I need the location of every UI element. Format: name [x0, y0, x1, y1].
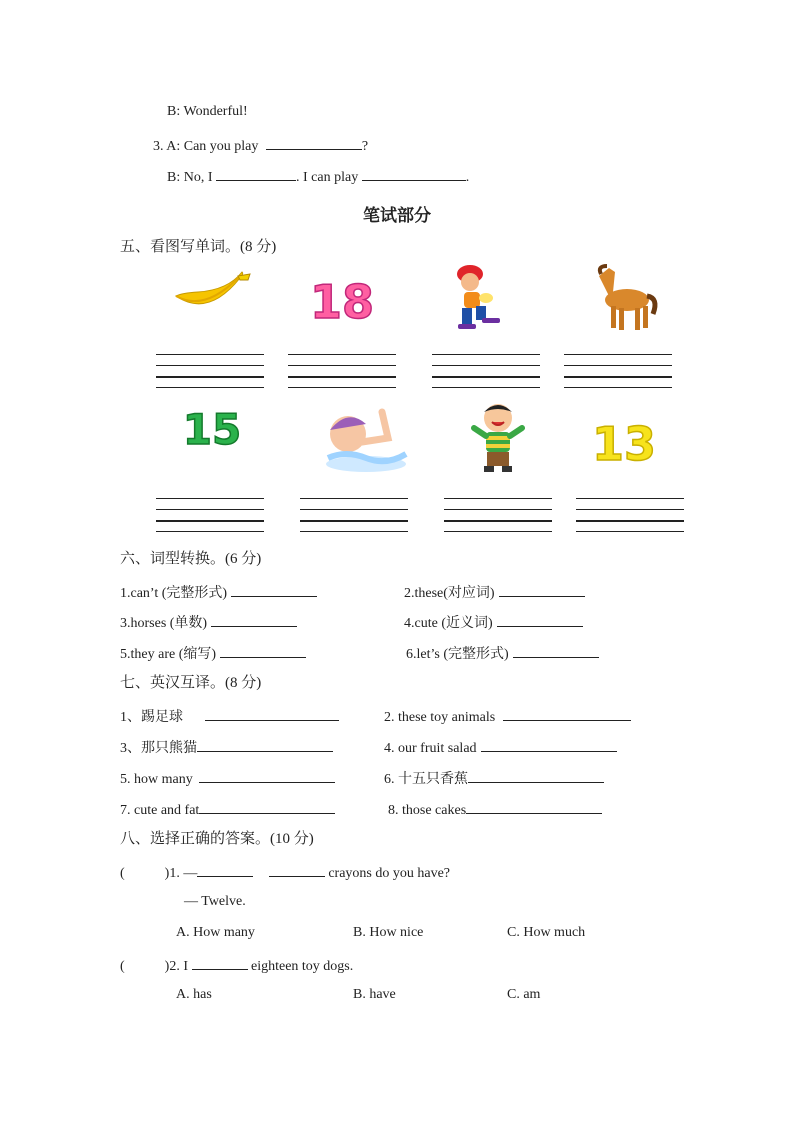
question-text: crayons do you have?	[328, 866, 451, 881]
question-number: )2. I	[164, 959, 188, 974]
answer-blank[interactable]	[216, 166, 296, 181]
svg-text:18: 18	[312, 275, 372, 326]
answer-blank[interactable]	[211, 612, 297, 627]
choice-question	[120, 955, 353, 976]
writing-lines[interactable]	[576, 498, 684, 532]
question-number: )1. —	[164, 866, 198, 881]
svg-text:15: 15	[182, 405, 242, 452]
answer-blank[interactable]	[362, 166, 466, 181]
answer-blank[interactable]	[499, 582, 585, 597]
question	[404, 612, 583, 633]
question-text: 3、那只熊猫	[120, 741, 197, 756]
answer-blank[interactable]	[466, 799, 602, 814]
answer-blank[interactable]	[503, 706, 631, 721]
answer-blank[interactable]	[205, 706, 339, 721]
horse-icon	[587, 262, 661, 334]
question-text: 7. cute and fat	[120, 803, 200, 818]
answer-blank[interactable]	[192, 955, 248, 970]
question-text: 8. those cakes	[388, 803, 467, 818]
section-heading: 八、选择正确的答案。(10 分)	[120, 831, 314, 847]
answer-blank[interactable]	[513, 643, 599, 658]
option-c[interactable]: C. How much	[507, 925, 586, 940]
answer-blank[interactable]	[497, 612, 583, 627]
question-text: 2.these(对应词)	[404, 586, 495, 601]
answer-blank[interactable]	[199, 799, 335, 814]
dialogue-text: .	[465, 170, 470, 185]
writing-lines[interactable]	[564, 354, 672, 388]
answer-paren: (	[120, 959, 125, 974]
question-text: 1、踢足球	[120, 710, 183, 725]
question	[120, 768, 335, 789]
swimmer-icon	[322, 402, 410, 474]
writing-lines[interactable]	[156, 498, 264, 532]
section-title: 笔试部分	[363, 206, 431, 225]
option-b[interactable]: B. have	[353, 987, 396, 1002]
section-heading: 七、英汉互译。(8 分)	[120, 675, 262, 691]
question-text: eighteen toy dogs.	[251, 959, 354, 974]
question-text: 1.can’t (完整形式)	[120, 586, 228, 601]
question-text: 3.horses (单数)	[120, 616, 208, 631]
writing-lines[interactable]	[156, 354, 264, 388]
question	[404, 582, 585, 603]
question	[384, 706, 631, 727]
writing-lines[interactable]	[432, 354, 540, 388]
choice-question	[120, 862, 450, 883]
question	[120, 706, 339, 727]
question	[384, 768, 604, 789]
number-18-image	[312, 274, 372, 326]
skater-icon	[446, 262, 508, 334]
answer-blank[interactable]	[197, 737, 333, 752]
section-heading: 五、看图写单词。(8 分)	[120, 239, 277, 255]
answer-blank[interactable]	[197, 862, 253, 877]
question-text: 5.they are (缩写)	[120, 647, 217, 662]
dialogue-line: B: Wonderful!	[167, 104, 248, 119]
question	[120, 737, 333, 758]
dialogue-text: 3. A: Can you play	[153, 139, 259, 154]
answer-blank[interactable]	[266, 135, 362, 150]
jumping-boy-icon	[470, 398, 526, 478]
number-15-image	[182, 404, 242, 452]
question	[120, 799, 335, 820]
dialogue-line	[167, 166, 469, 187]
question	[120, 643, 306, 664]
option-b[interactable]: B. How nice	[353, 925, 424, 940]
banana-icon	[168, 268, 252, 322]
dialogue-text: ?	[361, 139, 369, 154]
answer-blank[interactable]	[231, 582, 317, 597]
question	[388, 799, 602, 820]
question	[384, 737, 617, 758]
question-answer-line: — Twelve.	[184, 894, 246, 909]
question	[120, 612, 297, 633]
option-c[interactable]: C. am	[507, 987, 541, 1002]
question-text: 2. these toy animals	[384, 710, 496, 725]
answer-blank[interactable]	[220, 643, 306, 658]
answer-paren: (	[120, 866, 125, 881]
section-heading: 六、词型转换。(6 分)	[120, 551, 262, 567]
answer-blank[interactable]	[481, 737, 617, 752]
question	[120, 582, 317, 603]
writing-lines[interactable]	[300, 498, 408, 532]
question-text: 5. how many	[120, 772, 193, 787]
dialogue-text: . I can play	[296, 170, 359, 185]
answer-blank[interactable]	[269, 862, 325, 877]
question-text: 4. our fruit salad	[384, 741, 477, 756]
svg-text:13: 13	[593, 417, 655, 466]
dialogue-text: B: No, I	[167, 170, 213, 185]
number-13-image	[593, 416, 655, 466]
question-text: 6.let’s (完整形式)	[406, 647, 509, 662]
option-a[interactable]: A. has	[176, 987, 212, 1002]
option-a[interactable]: A. How many	[176, 925, 255, 940]
question	[406, 643, 599, 664]
dialogue-line	[153, 135, 368, 156]
answer-blank[interactable]	[199, 768, 335, 783]
question-text: 6. 十五只香蕉	[384, 772, 468, 787]
writing-lines[interactable]	[444, 498, 552, 532]
writing-lines[interactable]	[288, 354, 396, 388]
answer-blank[interactable]	[468, 768, 604, 783]
question-text: 4.cute (近义词)	[404, 616, 493, 631]
